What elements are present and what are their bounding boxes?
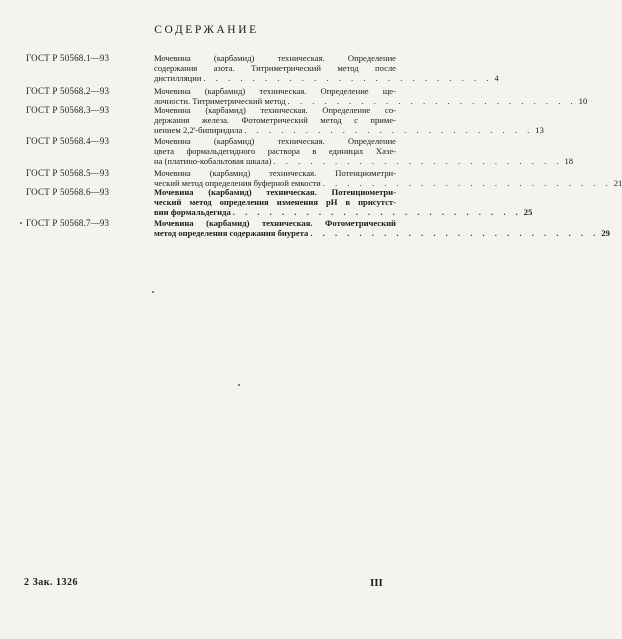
page-title: СОДЕРЖАНИЕ bbox=[154, 24, 259, 36]
entry-description bbox=[154, 53, 499, 83]
entry-description bbox=[154, 187, 533, 217]
leader-dots: . . . . . . . . . . . . . . . . . . . . . . . . bbox=[273, 156, 563, 166]
description-line: лочности. Титриметрический метод bbox=[154, 96, 286, 106]
print-speck bbox=[152, 291, 154, 293]
standard-code: ГОСТ Р 50568.6—93 bbox=[26, 187, 110, 197]
print-order-number: 2 Зак. 1326 bbox=[24, 577, 79, 588]
leader-dots: . . . . . . . . . . . . . . . . . . . . . . . . bbox=[244, 125, 534, 135]
entry-page-number: 13 bbox=[535, 125, 544, 135]
description-line: Мочевина (карбамид) техническая. Определение bbox=[154, 53, 396, 63]
description-line: содержания азота. Титриметрический метод после bbox=[154, 63, 396, 73]
description-line: Мочевина (карбамид) техническая. Определение ще- bbox=[154, 86, 396, 96]
description-line: Мочевина (карбамид) техническая. Определение со- bbox=[154, 105, 396, 115]
description-line: Мочевина (карбамид) техническая. Потенциометри- bbox=[154, 168, 396, 178]
entry-page-number: 21 bbox=[613, 178, 622, 188]
description-line: Мочевина (карбамид) техническая. Потенциометри- bbox=[154, 187, 396, 197]
entry-page-number: 29 bbox=[601, 228, 610, 238]
leader-dots: . . . . . . . . . . . . . . . . . . . . . . . . bbox=[203, 73, 493, 83]
leader-dots: . . . . . . . . . . . . . . . . . . . . . . . . bbox=[310, 228, 600, 238]
description-line: ческий метод определения буферной емкости bbox=[154, 178, 321, 188]
entry-page-number: 18 bbox=[564, 156, 574, 166]
entry-page-number: 4 bbox=[494, 73, 499, 83]
leader-dots: . . . . . . . . . . . . . . . . . . . . . . . . bbox=[322, 178, 612, 188]
page-number: III bbox=[370, 577, 383, 589]
standard-code: ГОСТ Р 50568.5—93 bbox=[26, 168, 110, 178]
description-line: дистилляции bbox=[154, 73, 202, 83]
description-line: держания железа. Фотометрический метод с приме- bbox=[154, 115, 396, 125]
entry-description bbox=[154, 86, 588, 106]
entry-page-number: 25 bbox=[523, 207, 533, 217]
print-speck bbox=[20, 222, 22, 224]
description-line: нением 2,2'-бипиридила bbox=[154, 125, 243, 135]
entry-description bbox=[154, 168, 622, 188]
description-line: Мочевина (карбамид) техническая. Определение bbox=[154, 136, 396, 146]
standard-code: ГОСТ Р 50568.1—93 bbox=[26, 53, 110, 63]
description-last-line bbox=[154, 125, 544, 135]
description-last-line bbox=[154, 228, 610, 238]
print-speck bbox=[238, 384, 240, 386]
description-last-line bbox=[154, 156, 574, 166]
description-last-line bbox=[154, 73, 499, 83]
standard-code: ГОСТ Р 50568.7—93 bbox=[26, 218, 110, 228]
description-line: Мочевина (карбамид) техническая. Фотометрический bbox=[154, 218, 396, 228]
entry-description bbox=[154, 218, 610, 238]
leader-dots: . . . . . . . . . . . . . . . . . . . . . . . . bbox=[232, 207, 522, 217]
description-last-line bbox=[154, 207, 533, 217]
standard-code: ГОСТ Р 50568.4—93 bbox=[26, 136, 110, 146]
description-line: ческий метод определения изменения pH в присутст- bbox=[154, 197, 396, 207]
leader-dots: . . . . . . . . . . . . . . . . . . . . . . . . bbox=[287, 96, 577, 106]
entry-description bbox=[154, 105, 544, 135]
entry-description bbox=[154, 136, 574, 166]
description-line: цвета формальдегидного раствора в единицах Хазе- bbox=[154, 146, 396, 156]
description-line: метод определения содержания биурета bbox=[154, 228, 309, 238]
description-line: на (платино-кобальтовая шкала) bbox=[154, 156, 272, 166]
standard-code: ГОСТ Р 50568.2—93 bbox=[26, 86, 110, 96]
description-line: вии формальдегида bbox=[154, 207, 231, 217]
entry-page-number: 10 bbox=[578, 96, 588, 106]
standard-code: ГОСТ Р 50568.3—93 bbox=[26, 105, 110, 115]
